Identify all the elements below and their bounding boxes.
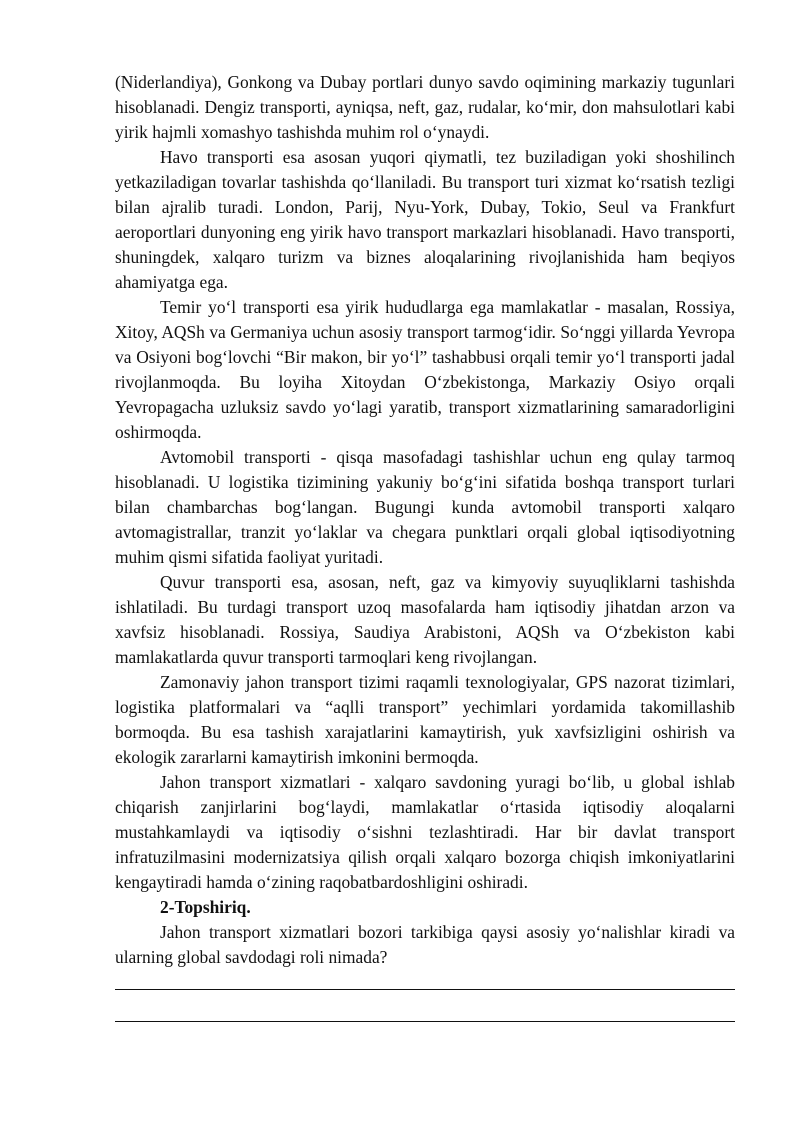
answer-line[interactable] — [115, 1021, 735, 1022]
paragraph-air-transport: Havo transporti esa asosan yuqori qiymatli, tez buziladigan yoki shoshilinch yetkaziladigan tovarlar tashishda qo‘llaniladi. Bu transport turi xizmat ko‘rsatish tezligi bilan ajralib turadi. London, Parij, Nyu-York, Dubay, Tokio, Seul va Frankfurt aeroportlari dunyoning eng yirik havo transport markazlari hisoblanadi. Havo transporti, shuningdek, xalqaro turizm va biznes aloqalarining rivojlanishida ham beqiyos ahamiyatga ega. — [115, 147, 735, 292]
task-heading: 2-Topshiriq. — [160, 897, 251, 917]
paragraph-pipeline-transport: Quvur transporti esa, asosan, neft, gaz va kimyoviy suyuqliklarni tashishda ishlatiladi. Bu turdagi transport uzoq masofalarda ham iqtisodiy jihatdan arzon va xavfsiz hisoblanadi. Rossiya, Saudiya Arabistoni, AQSh va O‘zbekiston kabi mamlakatlarda quvur transporti tarmoqlari keng rivojlangan. — [115, 572, 735, 667]
paragraph-modern-transport: Zamonaviy jahon transport tizimi raqamli texnologiyalar, GPS nazorat tizimlari, logistika platformalari va “aqlli transport” yechimlari yordamida takomillashib bormoqda. Bu esa tashish xarajatlarini kamaytirish, yuk xavfsizligini oshirish va ekologik zararlarni kamaytirish imkonini bermoqda. — [115, 672, 735, 767]
paragraph-rail-transport: Temir yo‘l transporti esa yirik hududlarga ega mamlakatlar - masalan, Rossiya, Xitoy, AQSh va Germaniya uchun asosiy transport tarmog‘idir. So‘nggi yillarda Yevropa va Osiyoni bog‘lovchi “Bir makon, bir yo‘l” tashabbusi orqali temir yo‘l transporti jadal rivojlanmoqda. Bu loyiha Xitoydan O‘zbekistonga, Markaziy Osiyo orqali Yevropagacha uzluksiz savdo yo‘lagi yaratib, transport xizmatlarining samaradorligini oshirmoqda. — [115, 297, 735, 442]
paragraph-conclusion: Jahon transport xizmatlari - xalqaro savdoning yuragi bo‘lib, u global ishlab chiqarish zanjirlarini bog‘laydi, mamlakatlar o‘rtasida iqtisodiy aloqalarni mustahkamlaydi va iqtisodiy o‘sishni tezlashtiradi. Har bir davlat transport infratuzilmasini modernizatsiya qilish orqali xalqaro bozorga chiqish imkoniyatlarini kengaytiradi hamda o‘zining raqobatbardoshligini oshiradi. — [115, 772, 735, 892]
answer-line[interactable] — [115, 989, 735, 990]
paragraph-road-transport: Avtomobil transporti - qisqa masofadagi tashishlar uchun eng qulay tarmoq hisoblanadi. U logistika tizimining yakuniy bo‘g‘ini sifatida boshqa transport turlari bilan chambarchas bog‘langan. Bugungi kunda avtomobil transporti xalqaro avtomagistrallar, tranzit yo‘laklar va chegara punktlari orqali global iqtisodiyotning muhim qismi sifatida faoliyat yuritadi. — [115, 447, 735, 567]
document-page — [115, 70, 735, 1022]
paragraph-sea-transport: (Niderlandiya), Gonkong va Dubay portlari dunyo savdo oqimining markaziy tugunlari hisoblanadi. Dengiz transporti, ayniqsa, neft, gaz, rudalar, ko‘mir, don mahsulotlari kabi yirik hajmli xomashyo tashishda muhim rol o‘ynaydi. — [115, 72, 735, 142]
task-question: Jahon transport xizmatlari bozori tarkibiga qaysi asosiy yo‘nalishlar kiradi va ularning global savdodagi roli nimada? — [115, 922, 735, 967]
